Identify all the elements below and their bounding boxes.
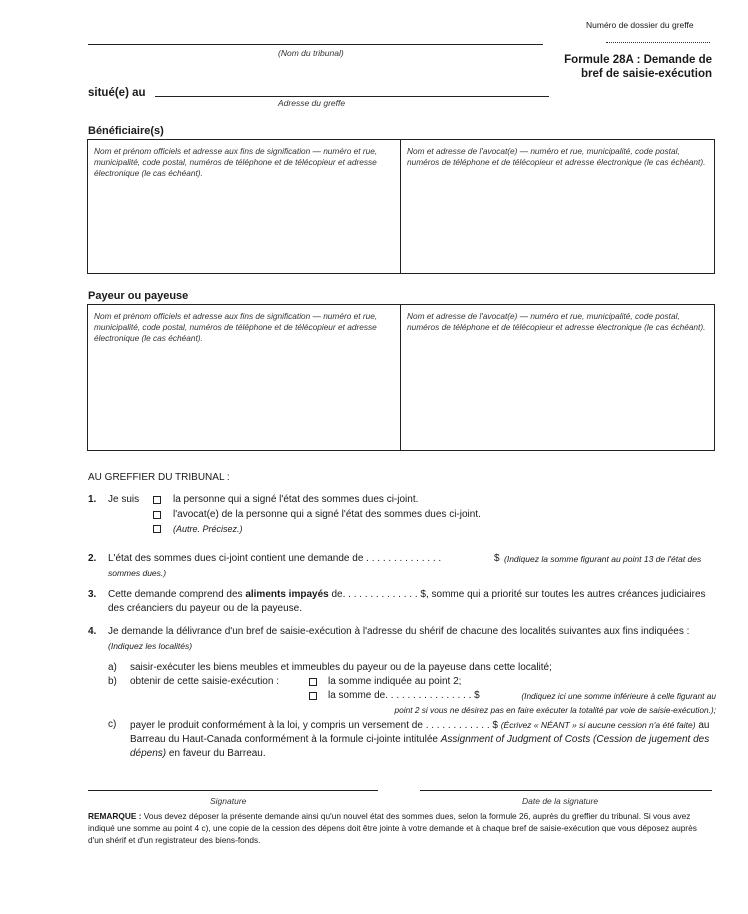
item4-number: 4.: [88, 626, 97, 637]
debtor-lawyer-cell[interactable]: Nom et adresse de l'avocat(e) — numéro et rue, municipalité, code postal, numéros de téléphone et de télécopieur et adresse électronique (le cas échéant).: [407, 311, 706, 332]
item3-text-bold: aliments impayés: [245, 589, 329, 600]
item1-checkbox-2[interactable]: [153, 511, 161, 519]
item1-number: 1.: [88, 494, 97, 505]
signature-caption: Signature: [210, 796, 247, 806]
item4-b-checkbox-2[interactable]: [309, 692, 317, 700]
court-file-number-label: Numéro de dossier du greffe: [586, 20, 694, 30]
item4-c-label: c): [108, 719, 117, 730]
court-file-number-field[interactable]: [606, 42, 710, 43]
item4-b-option-2-note: (Indiquez ici une somme inférieure à celle figurant au point 2 si vous ne désirez pas en faire exécuter la totalité par voie de saisie-exécution.);: [394, 691, 716, 715]
creditor-party-cell[interactable]: Nom et prénom officiels et adresse aux fins de signification — numéro et rue, municipalité, code postal, numéros de téléphone et de télécopieur et adresse électronique (le cas échéant).: [88, 140, 401, 273]
debtor-section-title: Payeur ou payeuse: [88, 290, 189, 302]
item4-note: (Indiquez les localités): [108, 641, 193, 651]
item1-option-2: l'avocat(e) de la personne qui a signé l'état des sommes dues ci-joint.: [173, 509, 481, 520]
item4-c-note: (Écrivez « NÉANT » si aucune cession n'a été faite): [500, 720, 696, 730]
item3-text-a: Cette demande comprend des: [108, 589, 243, 600]
signature-date-field[interactable]: [420, 790, 712, 791]
court-address-field[interactable]: [155, 96, 549, 97]
item1-lead: Je suis: [108, 494, 140, 505]
item4-b-label: b): [108, 676, 117, 687]
note-label: REMARQUE :: [88, 811, 142, 821]
item4-b-option-1: la somme indiquée au point 2;: [328, 676, 462, 687]
note-text: Vous devez déposer la présente demande ainsi qu'un nouvel état des sommes dues, selon la formule 26, auprès du greffier du tribunal. Si vous avez indiqué une somme au point 4 c), une copie de la cession des dépens doit être jointe à votre demande et à chaque bref de saisie-exécution que vous déposez auprès d'un shérif et d'un registrateur des biens-fonds.: [88, 811, 697, 845]
note-block: [88, 810, 714, 846]
situated-at-label: situé(e) au: [88, 87, 146, 99]
debtor-table: [87, 304, 715, 451]
item4-text: [108, 625, 714, 654]
item4-c-text: [130, 718, 716, 761]
item4-b-text: obtenir de cette saisie-exécution :: [130, 676, 279, 687]
court-address-caption: Adresse du greffe: [278, 98, 346, 108]
item4-c-text-c: en faveur du Barreau.: [168, 748, 266, 759]
item2-number: 2.: [88, 553, 97, 564]
item3-text-b: de. . . . . . . . . . . . . . $, somme qui a priorité sur toutes les autres créances judiciaires des créanciers du payeur ou de la payeuse.: [108, 589, 706, 614]
item2-text: L'état des sommes dues ci-joint contient une demande de . . . . . . . . . . . . . .: [108, 553, 442, 564]
signature-field[interactable]: [88, 790, 378, 791]
item3-text: [108, 588, 714, 616]
item4-c-text-b: au Barreau du Haut-Canada conformément à la formule ci-jointe intitulée: [130, 720, 710, 745]
item4-a-text: saisir-exécuter les biens meubles et immeubles du payeur ou de la payeuse dans cette localité;: [130, 662, 552, 673]
item2-note: (Indiquez la somme figurant au point 13 de l'état des sommes dues.): [108, 554, 702, 578]
item4-c-text-a: payer le produit conformément à la loi, y compris un versement de . . . . . . . . . . . . $: [130, 720, 498, 731]
creditor-lawyer-cell[interactable]: Nom et adresse de l'avocat(e) — numéro et rue, municipalité, code postal, numéros de téléphone et de télécopieur et adresse électronique (le cas échéant).: [407, 146, 706, 167]
form-title-line2: bref de saisie-exécution: [580, 68, 712, 80]
creditor-section-title: Bénéficiaire(s): [88, 125, 164, 137]
item4-c-text-italic: Assignment of Judgment of Costs (Cession de jugement des dépens): [130, 734, 710, 759]
court-name-field[interactable]: [88, 44, 543, 45]
signature-date-caption: Date de la signature: [522, 796, 599, 806]
item1-checkbox-3[interactable]: [153, 525, 161, 533]
court-name-caption: (Nom du tribunal): [278, 48, 344, 58]
item4-main: Je demande la délivrance d'un bref de saisie-exécution à l'adresse du shérif de chacune des localités suivantes aux fins indiquées :: [108, 626, 690, 637]
item4-b-checkbox-1[interactable]: [309, 678, 317, 686]
form-title: [550, 53, 712, 81]
item1-option-3: (Autre. Précisez.): [173, 524, 243, 534]
clerk-heading: AU GREFFIER DU TRIBUNAL :: [88, 472, 230, 483]
item1-checkbox-1[interactable]: [153, 496, 161, 504]
creditor-table: [87, 139, 715, 274]
item4-b-option-2: la somme de. . . . . . . . . . . . . . . . $: [328, 690, 480, 701]
item4-a-label: a): [108, 662, 117, 673]
debtor-party-cell[interactable]: Nom et prénom officiels et adresse aux fins de signification — numéro et rue, municipalité, code postal, numéros de téléphone et de télécopieur et adresse électronique (le cas échéant).: [88, 305, 401, 450]
item1-option-1: la personne qui a signé l'état des sommes dues ci-joint.: [173, 494, 419, 505]
item3-number: 3.: [88, 589, 97, 600]
item2-amount-symbol: $: [494, 553, 500, 564]
form-title-line1: Formule 28A : Demande de: [564, 54, 712, 66]
